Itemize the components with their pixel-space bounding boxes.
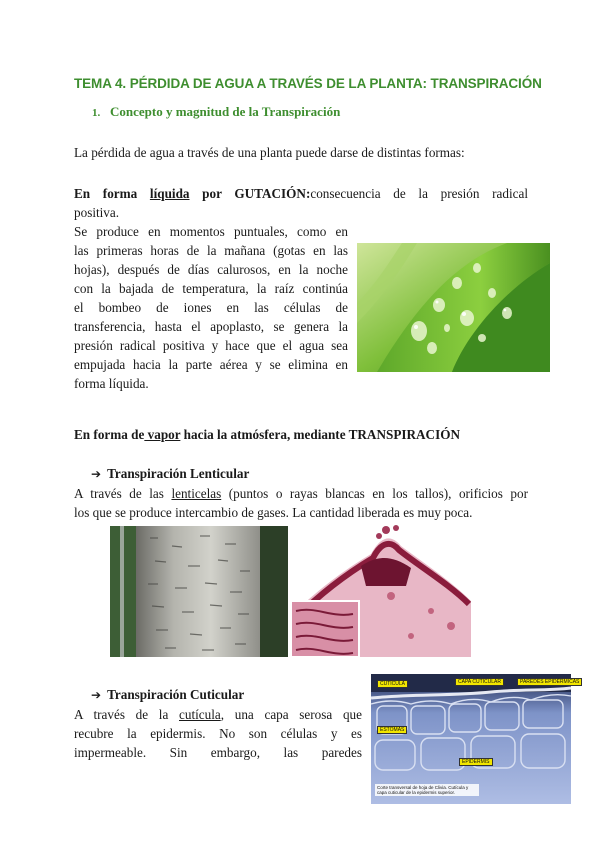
gutacion-body	[74, 222, 348, 393]
lenticular-line-2: los que se produce intercambio de gases. La cantidad liberada es muy poca.	[74, 505, 473, 520]
lenticular-line-1	[74, 484, 528, 503]
micrograph-caption: Corte transversal de hoja de Clivia. Cutícula y capa cuticular de la epidermis superior.	[375, 784, 479, 796]
gutacion-lead-a: En forma	[74, 186, 150, 201]
page-title: TEMA 4. PÉRDIDA DE AGUA A TRAVÉS DE LA PLANTA: TRANSPIRACIÓN	[74, 76, 542, 91]
gutacion-liquida: líquida	[149, 186, 190, 201]
cuticular-title: Transpiración Cuticular	[107, 687, 245, 702]
cuticle-micrograph	[371, 674, 580, 804]
vapor-lead-b: hacia la atmósfera, mediante TRANSPIRACIÓN	[180, 427, 460, 442]
vapor-lead-a: En forma de	[74, 427, 145, 442]
gutacion-line: presión radical positiva y hace que el agua sea	[74, 338, 348, 353]
label-paredes: PAREDES EPIDÉRMICAS	[517, 678, 582, 686]
lenticular-title: Transpiración Lenticular	[107, 466, 250, 481]
lenticular-text-a: A través de las	[74, 486, 172, 501]
vapor-word: vapor	[144, 427, 181, 442]
gutacion-line: Se produce en momentos puntuales, como en	[74, 224, 348, 239]
intro-paragraph: La pérdida de agua a través de una planta puede darse de distintas formas:	[74, 145, 465, 160]
gutacion-line: las primeras horas de la mañana (gotas en las	[74, 243, 348, 258]
lenticular-text-b: (puntos o rayas blancas en los tallos), orificios por	[221, 486, 528, 501]
label-epidermis: EPIDERMIS	[459, 758, 493, 766]
lenticular-heading	[91, 464, 249, 484]
cuticula-word: cutícula	[179, 707, 221, 722]
gutacion-line: el bombeo de iones en las células de	[74, 300, 348, 315]
lenticel-micrograph	[291, 526, 471, 657]
cuticular-text-b: , una capa serosa que	[220, 707, 362, 722]
gutacion-lead-tail: positiva.	[74, 205, 120, 220]
right-arrow-icon: ➔	[91, 688, 102, 702]
gutacion-line: con la bajada de temperatura, la raíz continúa	[74, 281, 348, 296]
leaf-droplets-photo	[357, 243, 550, 372]
label-estomas: ESTOMAS	[377, 726, 407, 734]
section-number: 1.	[92, 107, 101, 119]
gutacion-line: hojas), después de días calurosos, en la noche	[74, 262, 348, 277]
gutacion-lead	[74, 184, 528, 203]
label-capa-cuticular: CAPA CUTICULAR	[455, 678, 504, 686]
right-arrow-icon: ➔	[91, 467, 102, 481]
label-cuticula: CUTÍCULA	[377, 680, 408, 688]
cuticular-line: impermeable. Sin embargo, las paredes	[74, 745, 362, 760]
cuticular-line: recubre la epidermis. No son células y es	[74, 726, 362, 741]
section-title: Concepto y magnitud de la Transpiración	[110, 104, 341, 119]
cuticular-body	[74, 705, 362, 762]
cuticular-line	[74, 705, 362, 724]
cuticular-heading	[91, 685, 244, 705]
gutacion-lead-b: por GUTACIÓN:	[189, 186, 311, 201]
section-heading	[92, 104, 340, 120]
gutacion-line: forma líquida.	[74, 376, 149, 391]
gutacion-line: empujada hacia la parte aérea y se elimina en	[74, 357, 348, 372]
bark-lenticels-photo	[110, 526, 288, 657]
lenticelas-word: lenticelas	[171, 486, 222, 501]
vapor-heading	[74, 425, 460, 444]
cuticular-text-a: A través de la	[74, 707, 179, 722]
gutacion-line: transferencia, hasta el apoplasto, se genera la	[74, 319, 348, 334]
gutacion-lead-rest: consecuencia de la presión radical	[310, 186, 528, 201]
